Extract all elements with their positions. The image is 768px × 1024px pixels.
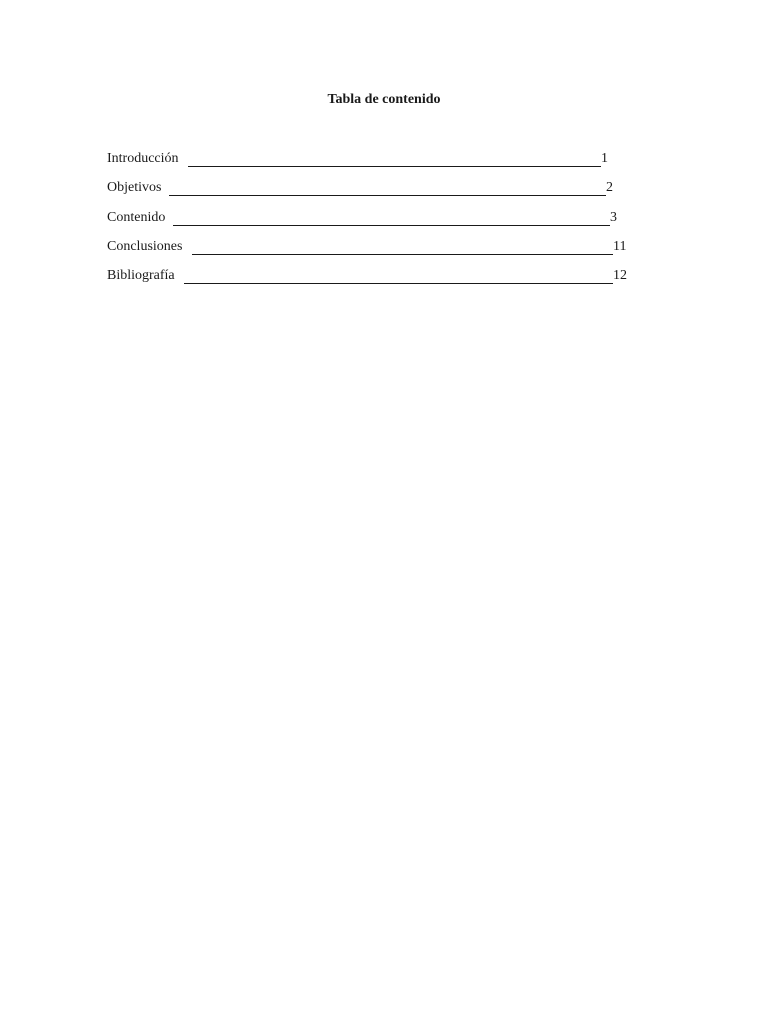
toc-entry-label: Bibliografía bbox=[107, 268, 175, 284]
toc-entry-page: 3 bbox=[610, 209, 617, 225]
toc-leader-line bbox=[184, 267, 613, 284]
toc-entry-label: Introducción bbox=[107, 151, 179, 166]
toc-leader-line bbox=[192, 238, 613, 255]
toc-entry-label: Objetivos bbox=[107, 180, 162, 196]
toc-leader-line bbox=[173, 209, 610, 226]
toc-entry-page: 2 bbox=[606, 180, 613, 196]
toc-entry-page: 12 bbox=[613, 268, 627, 284]
page-title: Tabla de contenido bbox=[327, 92, 441, 107]
toc-entry-page: 11 bbox=[613, 238, 627, 254]
toc-leader-line bbox=[169, 179, 606, 196]
toc-entry-label: Contenido bbox=[107, 209, 166, 225]
toc-entry-label: Conclusiones bbox=[107, 238, 183, 254]
toc-leader-line bbox=[188, 150, 601, 167]
toc-entry-page: 1 bbox=[601, 151, 608, 166]
